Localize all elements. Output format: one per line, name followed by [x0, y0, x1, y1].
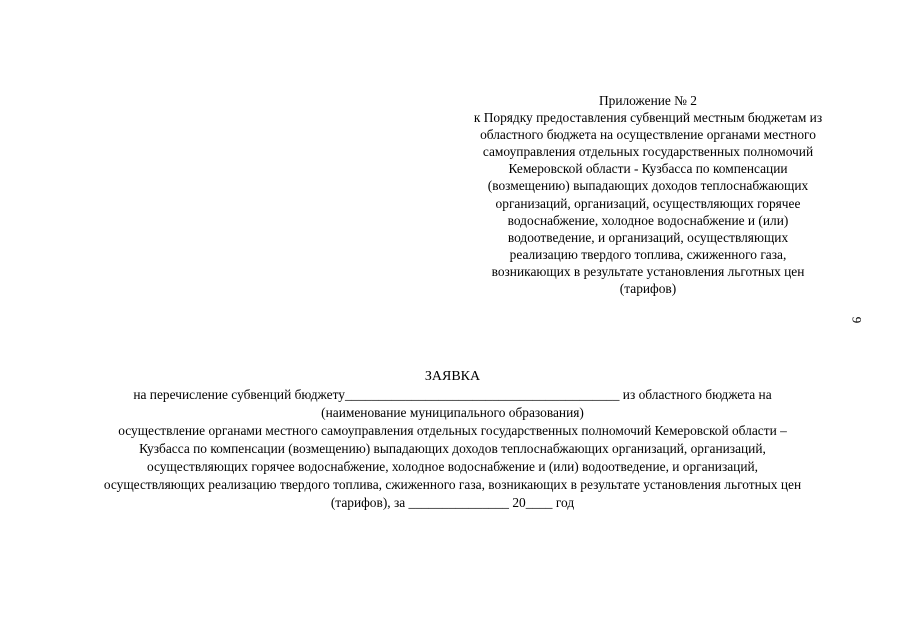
appendix-header — [448, 92, 848, 297]
document-title: ЗАЯВКА — [424, 369, 481, 384]
appendix-line: областного бюджета на осуществление органами местного — [480, 127, 816, 143]
request-line: осуществляющих горячее водоснабжение, холодное водоснабжение и (или) водоотведение, и организаций, — [146, 459, 759, 474]
appendix-line: водоснабжение, холодное водоснабжение и (или) — [507, 212, 789, 228]
page-number: 9 — [849, 316, 865, 324]
request-line: осуществление органами местного самоуправления отдельных государственных полномочий Кемеровской области – — [118, 423, 787, 438]
appendix-line: водоотведение, и организаций, осуществляющих — [507, 229, 789, 245]
appendix-line: Кемеровской области - Кузбасса по компенсации — [508, 161, 788, 177]
request-line: на перечисление субвенций бюджету_________________________________________ из областного бюджета на — [133, 387, 772, 402]
appendix-line: самоуправления отдельных государственных полномочий — [482, 144, 814, 160]
request-line: осуществляющих реализацию твердого топлива, сжиженного газа, возникающих в результате установления льготных цен — [103, 477, 802, 492]
appendix-line: организаций, организаций, осуществляющих горячее — [495, 195, 801, 211]
request-line: Кузбасса по компенсации (возмещению) выпадающих доходов теплоснабжающих организаций, организаций, — [139, 441, 766, 456]
appendix-line: (возмещению) выпадающих доходов теплоснабжающих — [487, 178, 809, 194]
request-line: (тарифов), за _______________ 20____ год — [330, 495, 575, 510]
appendix-line: реализацию твердого топлива, сжиженного газа, — [509, 246, 787, 262]
appendix-line: к Порядку предоставления субвенций местным бюджетам из — [473, 110, 823, 126]
appendix-line: Приложение № 2 — [598, 93, 698, 108]
request-body — [0, 386, 905, 512]
appendix-line: (тарифов) — [619, 281, 677, 297]
request-line: (наименование муниципального образования) — [321, 405, 584, 420]
appendix-line: возникающих в результате установления льготных цен — [491, 263, 805, 279]
